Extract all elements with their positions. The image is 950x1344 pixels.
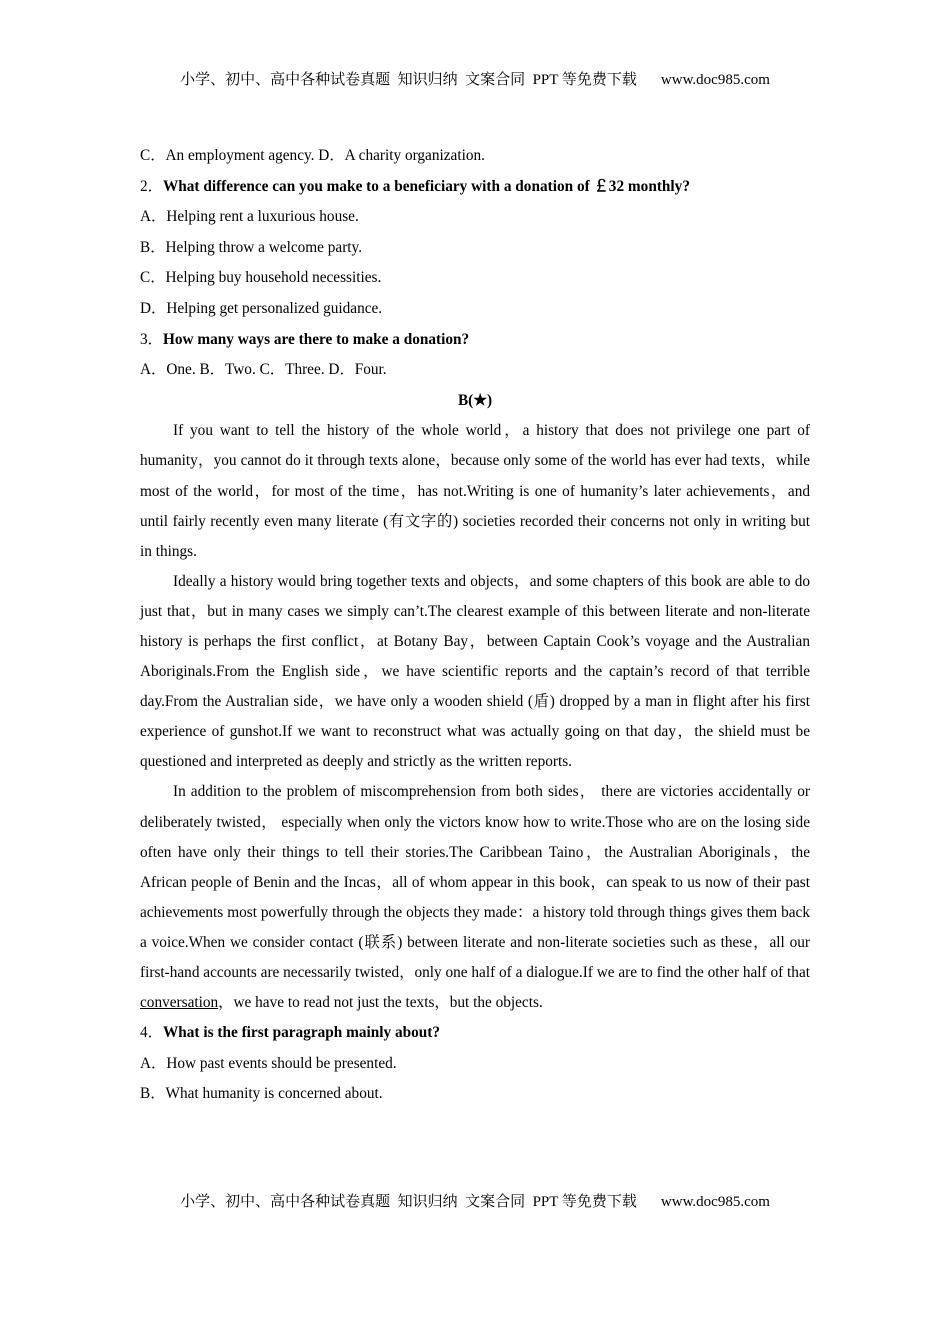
page-header [0, 68, 950, 89]
passage-paragraph [140, 777, 810, 1018]
page-footer [0, 1190, 950, 1211]
passage-paragraph: Ideally a history would bring together texts and objects，and some chapters of this book are able to do just that，but in many cases we simply can’t.The clearest example of this between literate and non-literate history is perhaps the first conflict，at Botany Bay，between Captain Cook’s voyage and the Australian Aboriginals.From the English side，we have scientific reports and the captain’s record of that terrible day.From the Australian side，we have only a wooden shield (盾) dropped by a man in flight after his first experience of gunshot.If we want to reconstruct what was actually going on that day，the shield must be questioned and interpreted as deeply and strictly as the written reports. [140, 572, 810, 771]
question-number: 3． [140, 330, 163, 348]
option: C．Helping buy household necessities. [140, 269, 382, 287]
header-text: 小学、初中、高中各种试卷真题 知识归纳 文案合同 PPT 等免费下载 [180, 72, 637, 88]
underlined-word: conversation [140, 994, 219, 1012]
header-url[interactable]: www.doc985.com [660, 72, 770, 88]
question-text: What is the first paragraph mainly about? [162, 1024, 441, 1042]
section-title: B(★) [457, 391, 493, 409]
passage-paragraph: If you want to tell the history of the whole world，a history that does not privilege one part of humanity，you cannot do it through texts alone，because only some of the world has ever had texts，while most of the world，for most of the time，has not.Writing is one of humanity’s later achievements，and until fairly recently even many literate (有文字的) societies recorded their concerns not only in writing but in things. [140, 422, 810, 560]
q1-options-cd: C．An employment agency. D．A charity organization. [140, 147, 485, 164]
option: B．What humanity is concerned about. [140, 1085, 383, 1103]
paragraph-text: In addition to the problem of miscomprehension from both sides， there are victories accidentally or deliberately twisted， especially when only the victors know how to write.Those who are on the losing side often have only their things to tell their stories.The Caribbean Taino，the Australian Aboriginals，the African people of Benin and the Incas，all of whom appear in this book，can speak to us now of their past achievements most powerfully through the objects they made：a history told through things gives them back a voice.When we consider contact (联系) between literate and non-literate societies such as these，all our first-hand accounts are necessarily twisted，only one half of a dialogue.If we are to find the other half of that [140, 783, 810, 982]
question-number: 4． [140, 1024, 163, 1042]
question-text: What difference can you make to a beneficiary with a donation of ￡32 monthly? [162, 177, 690, 195]
question-4 [140, 1018, 810, 1049]
option: B．Helping throw a welcome party. [140, 238, 363, 256]
question-3 [140, 325, 810, 356]
question-text: How many ways are there to make a donation? [162, 330, 470, 348]
option: A．How past events should be presented. [140, 1054, 397, 1072]
option: D．Helping get personalized guidance. [140, 299, 383, 317]
q3-options: A．One. B．Two. C．Three. D．Four. [140, 361, 387, 379]
footer-url[interactable]: www.doc985.com [660, 1194, 770, 1210]
footer-text: 小学、初中、高中各种试卷真题 知识归纳 文案合同 PPT 等免费下载 [180, 1194, 637, 1210]
document-body [140, 141, 810, 1110]
question-2 [140, 172, 810, 203]
question-number: 2． [140, 177, 163, 195]
option: A．Helping rent a luxurious house. [140, 208, 359, 226]
paragraph-text: ，we have to read not just the texts，but the objects. [218, 994, 543, 1012]
